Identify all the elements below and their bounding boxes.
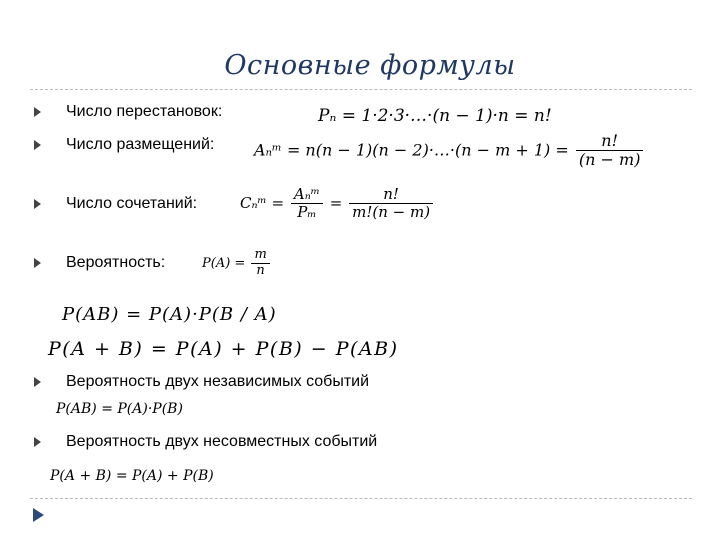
formula-probability-lhs: P(A) = bbox=[202, 255, 246, 271]
fraction-denominator: n bbox=[256, 262, 265, 278]
bullet-icon bbox=[34, 437, 41, 447]
slide-title: Основные формулы bbox=[224, 50, 516, 81]
bullet-icon bbox=[34, 140, 41, 150]
formula-arrangements-fraction bbox=[576, 132, 644, 170]
item-label-arrangements: Число размещений: bbox=[66, 136, 215, 153]
bullet-icon bbox=[34, 258, 41, 268]
formula-independent: P(AB) = P(A)·P(B) bbox=[56, 401, 183, 417]
title-rule bbox=[30, 89, 692, 90]
item-label-probability: Вероятность: bbox=[66, 254, 166, 271]
fraction-numerator: Aₙᵐ bbox=[291, 186, 323, 204]
bullet-icon bbox=[34, 199, 41, 209]
fraction-numerator: m bbox=[251, 248, 269, 264]
formula-probability-fraction bbox=[251, 248, 269, 279]
formula-sum-rule: P(A + B) = P(A) + P(B) − P(AB) bbox=[48, 338, 399, 360]
formula-probability bbox=[202, 248, 272, 279]
fraction-denominator: Pₘ bbox=[297, 203, 317, 222]
fraction-numerator: n! bbox=[349, 186, 433, 204]
formula-arrangements bbox=[254, 132, 645, 170]
item-label-permutations: Число перестановок: bbox=[66, 103, 223, 120]
bottom-rule bbox=[30, 498, 692, 499]
formula-arrangements-lhs: Aₙᵐ = n(n − 1)(n − 2)·…·(n − m + 1) = bbox=[254, 140, 569, 160]
fraction-numerator: n! bbox=[576, 132, 644, 151]
item-label-independent: Вероятность двух независимых событий bbox=[66, 373, 370, 390]
fraction-denominator: (n − m) bbox=[578, 150, 641, 170]
formula-permutations: Pₙ = 1·2·3·…·(n − 1)·n = n! bbox=[318, 106, 552, 126]
formula-combinations-lhs: Cₙᵐ = bbox=[240, 193, 285, 212]
fraction-denominator: m!(n − m) bbox=[352, 203, 431, 222]
next-slide-arrow-icon[interactable] bbox=[33, 508, 44, 522]
formula-conditional-product: P(AB) = P(A)·P(B / A) bbox=[62, 304, 277, 325]
formula-incompatible: P(A + B) = P(A) + P(B) bbox=[50, 468, 214, 484]
formula-combinations bbox=[240, 186, 435, 222]
bullet-icon bbox=[34, 107, 41, 117]
formula-combinations-fraction-1 bbox=[291, 186, 323, 222]
bullet-icon bbox=[34, 377, 41, 387]
item-label-combinations: Число сочетаний: bbox=[66, 195, 198, 212]
formula-equals: = bbox=[329, 193, 343, 212]
item-label-incompatible: Вероятность двух несовместных событий bbox=[66, 433, 378, 450]
formula-combinations-fraction-2 bbox=[349, 186, 433, 222]
